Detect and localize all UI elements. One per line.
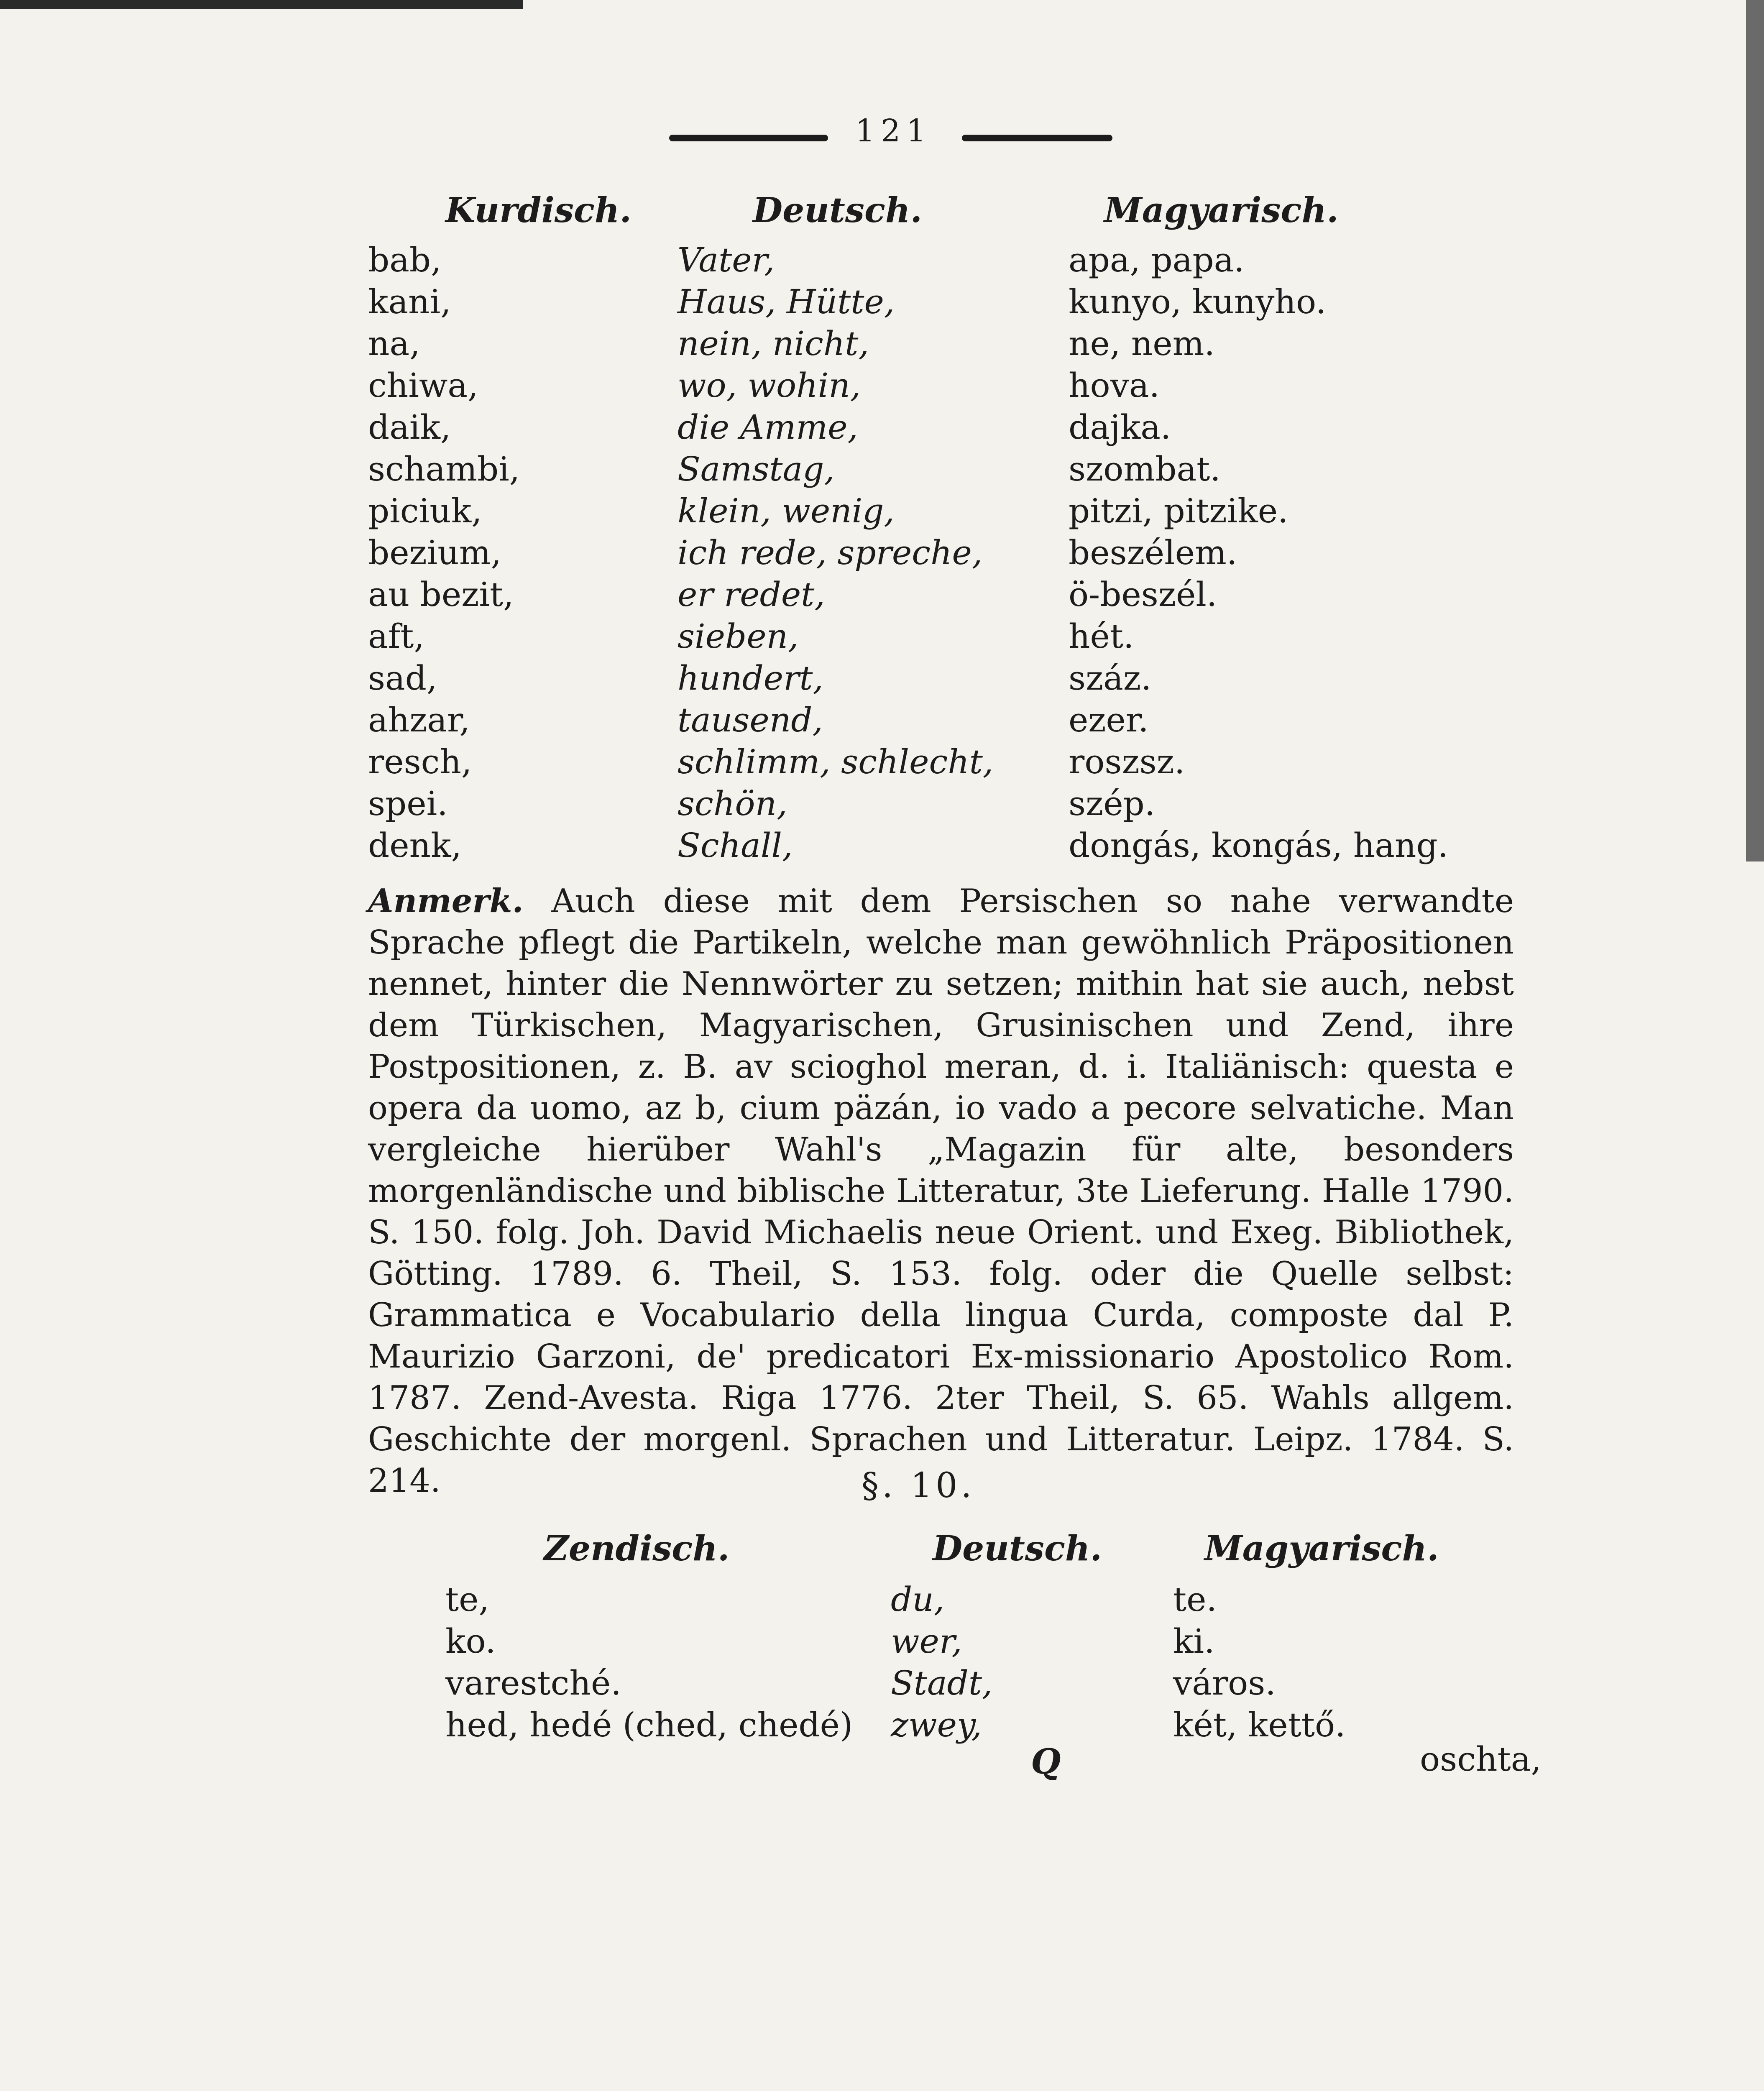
- zend-word: ko.: [445, 1622, 496, 1661]
- german-word: sieben,: [677, 617, 799, 656]
- kurdish-word: daik,: [368, 408, 451, 447]
- column-header-german-2: Deutsch.: [933, 1529, 1102, 1569]
- hungarian-word: két, kettő.: [1173, 1705, 1346, 1744]
- hungarian-word: dajka.: [1069, 408, 1171, 447]
- annotation-paragraph: [368, 880, 1514, 1502]
- section-heading: §. 10.: [862, 1466, 975, 1506]
- hungarian-word: ne, nem.: [1069, 324, 1215, 363]
- page-header: [669, 113, 1117, 163]
- hungarian-word: hova.: [1069, 366, 1160, 405]
- german-word: zwey,: [891, 1705, 982, 1744]
- kurdish-word: piciuk,: [368, 491, 482, 530]
- hungarian-word: ezer.: [1069, 700, 1149, 739]
- german-column-2: [891, 1579, 992, 1746]
- kurdish-word: au bezit,: [368, 575, 514, 614]
- annotation-text: Auch diese mit dem Persischen so nahe verwandte Sprache pflegt die Partikeln, welche man gewöhnlich Präpositionen nennet, hinter die Nennwörter zu setzen; mithin hat sie auch, nebst dem Türkischen, Magyarischen, Grusinischen und Zend, ihre Postpositionen, z. B. av scioghol meran, d. i. Italiänisch: questa e opera da uomo, az b, cium päzán, io vado a pecore selvatiche. Man vergleiche hierüber Wahl's „Magazin für alte, besonders morgenländische und biblische Litteratur, 3te Lieferung. Halle 1790. S. 150. folg. Joh. David Michaelis neue Orient. und Exeg. Bibliothek, Götting. 1789. 6. Theil, S. 153. folg. oder die Quelle selbst: Grammatica e Vocabulario della lingua Curda, composte dal P. Maurizio Garzoni, de' predicatori Ex-missionario Apostolico Rom. 1787. Zend-Avesta. Riga 1776. 2ter Theil, S. 65. Wahls allgem. Geschichte der morgenl. Sprachen und Litteratur. Leipz. 1784. S. 214.: [368, 882, 1514, 1500]
- german-word: klein, wenig,: [677, 491, 895, 530]
- german-word: er redet,: [677, 575, 825, 614]
- german-word: schön,: [677, 784, 787, 823]
- column-header-hungarian: Magyarisch.: [1104, 190, 1339, 230]
- german-word: du,: [891, 1580, 945, 1619]
- annotation-label: Anmerk.: [368, 882, 524, 920]
- hungarian-word: te.: [1173, 1580, 1217, 1619]
- kurdish-word: aft,: [368, 617, 424, 656]
- hungarian-word: pitzi, pitzike.: [1069, 491, 1288, 530]
- kurdish-word: kani,: [368, 282, 451, 321]
- kurdish-word: bezium,: [368, 533, 502, 572]
- hungarian-word: ki.: [1173, 1622, 1215, 1661]
- zend-column: [445, 1579, 853, 1746]
- kurdish-column: [368, 239, 520, 867]
- column-header-kurdish: Kurdisch.: [445, 190, 632, 230]
- german-word: tausend,: [677, 700, 823, 739]
- hungarian-column: [1069, 239, 1448, 867]
- catchword: oschta,: [1420, 1740, 1542, 1779]
- signature-mark: Q: [1031, 1742, 1061, 1782]
- kurdish-word: bab,: [368, 240, 442, 279]
- hungarian-word: szép.: [1069, 784, 1156, 823]
- hungarian-word: apa, papa.: [1069, 240, 1245, 279]
- german-word: hundert,: [677, 659, 823, 698]
- kurdish-word: chiwa,: [368, 366, 478, 405]
- hungarian-word: város.: [1173, 1664, 1276, 1702]
- kurdish-word: sad,: [368, 659, 437, 698]
- hungarian-column-2: [1173, 1579, 1346, 1746]
- german-word: Haus, Hütte,: [677, 282, 895, 321]
- zend-word: hed, hedé (ched, chedé): [445, 1705, 853, 1744]
- hungarian-word: szombat.: [1069, 450, 1221, 488]
- hungarian-word: száz.: [1069, 659, 1152, 698]
- kurdish-word: spei.: [368, 784, 448, 823]
- kurdish-word: denk,: [368, 826, 462, 865]
- scan-right-edge: [1746, 0, 1764, 861]
- header-rule-left: [669, 135, 828, 141]
- german-word: Schall,: [677, 826, 793, 865]
- german-column: [677, 239, 993, 867]
- hungarian-word: ö-beszél.: [1069, 575, 1217, 614]
- kurdish-word: ahzar,: [368, 700, 470, 739]
- column-header-hungarian-2: Magyarisch.: [1204, 1529, 1439, 1569]
- kurdish-word: resch,: [368, 742, 472, 781]
- hungarian-word: hét.: [1069, 617, 1134, 656]
- hungarian-word: dongás, kongás, hang.: [1069, 826, 1449, 865]
- scan-top-edge: [0, 0, 523, 9]
- hungarian-word: kunyo, kunyho.: [1069, 282, 1327, 321]
- german-word: Vater,: [677, 240, 775, 279]
- zend-word: varestché.: [445, 1664, 621, 1702]
- german-word: ich rede, spreche,: [677, 533, 983, 572]
- column-header-german: Deutsch.: [753, 190, 923, 230]
- german-word: nein, nicht,: [677, 324, 869, 363]
- page-number: 121: [855, 113, 932, 149]
- kurdish-word: schambi,: [368, 450, 520, 488]
- zend-word: te,: [445, 1580, 489, 1619]
- german-word: Samstag,: [677, 450, 835, 488]
- german-word: die Amme,: [677, 408, 858, 447]
- kurdish-word: na,: [368, 324, 420, 363]
- german-word: wo, wohin,: [677, 366, 861, 405]
- header-rule-right: [962, 135, 1112, 141]
- german-word: schlimm, schlecht,: [677, 742, 994, 781]
- german-word: Stadt,: [891, 1664, 993, 1702]
- hungarian-word: beszélem.: [1069, 533, 1237, 572]
- column-header-zend: Zendisch.: [544, 1529, 730, 1569]
- hungarian-word: roszsz.: [1069, 742, 1185, 781]
- german-word: wer,: [891, 1622, 962, 1661]
